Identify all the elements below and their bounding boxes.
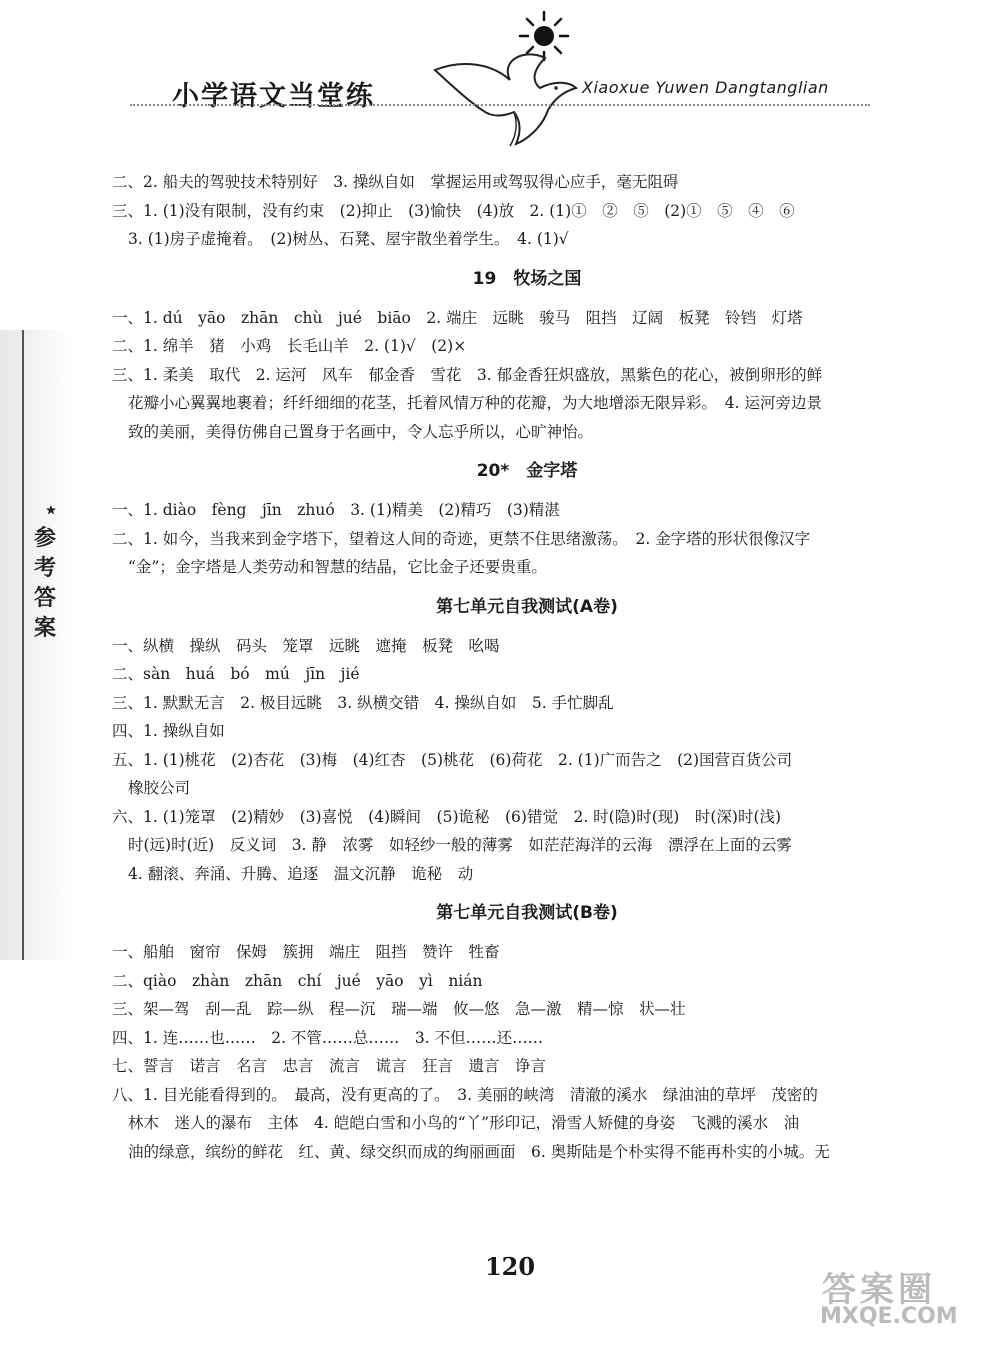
- answer-line: 二、sàn huá bó mú jīn jié: [112, 665, 360, 683]
- answer-line: 一、纵横 操纵 码头 笼罩 远眺 遮掩 板凳 吆喝: [112, 636, 500, 655]
- answer-line: 五、1. (1)桃花 (2)杏花 (3)梅 (4)红杏 (5)桃花 (6)荷花 2. (1)广而告之 (2)国营百货公司: [112, 750, 793, 769]
- answer-section: [112, 898, 942, 1166]
- section-heading: 20* 金字塔: [476, 461, 578, 481]
- answer-line: 三、架—驾 刮—乱 踪—纵 程—沉 瑞—端 攸—悠 急—激 精—惊 状—壮: [112, 1000, 686, 1018]
- sidebar-divider: [22, 330, 24, 960]
- answer-line: 一、1. dú yāo zhān chù jué biāo 2. 端庄 远眺 骏马 阻挡 辽阔 板凳 铃铛 灯塔: [112, 308, 803, 327]
- answer-line: 致的美丽，美得仿佛自己置身于名画中，令人忘乎所以，心旷神怡。: [128, 422, 594, 441]
- section-heading: 第七单元自我测试(B卷): [436, 903, 618, 923]
- answer-section: [112, 168, 942, 254]
- dove-icon: [430, 40, 580, 150]
- answer-content: [112, 168, 942, 1166]
- sidebar-shade: [0, 330, 70, 960]
- answer-line: 3. (1)房子虚掩着。 (2)树丛、石凳、屋宇散坐着学生。 4. (1)√: [128, 230, 569, 248]
- answer-section: [112, 456, 942, 582]
- book-title: 小学语文当堂练: [172, 81, 375, 112]
- answer-line: 二、qiào zhàn zhān chí jué yāo yì nián: [112, 971, 483, 990]
- answer-line: 一、1. diào fèng jīn zhuó 3. (1)精美 (2)精巧 (3)精湛: [112, 501, 560, 519]
- answer-line: 一、船舶 窗帘 保姆 簇拥 端庄 阻挡 赞许 牲畜: [112, 943, 500, 961]
- answer-line: “金”；金字塔是人类劳动和智慧的结晶，它比金子还要贵重。: [128, 558, 547, 576]
- book-title-pinyin: Xiaoxue Yuwen Dangtanglian: [582, 78, 829, 97]
- section-heading: 19 牧场之国: [472, 268, 582, 289]
- answer-line: 二、1. 如今，当我来到金字塔下，望着这人间的奇迹，更禁不住思绪激荡。 2. 金字塔的形状很像汉字: [112, 529, 811, 548]
- answer-line: 油的绿意，缤纷的鲜花 红、黄、绿交织而成的绚丽画面 6. 奥斯陆是个朴实得不能再朴实的小城。无: [128, 1142, 830, 1161]
- answer-key-label: 参考答案: [33, 526, 56, 641]
- answer-section: [112, 264, 942, 447]
- page-header: [0, 0, 1000, 160]
- answer-line: 四、1. 操纵自如: [112, 722, 225, 740]
- section-heading: 第七单元自我测试(A卷): [436, 596, 618, 617]
- header-divider: [130, 104, 870, 106]
- answer-line: 六、1. (1)笼罩 (2)精妙 (3)喜悦 (4)瞬间 (5)诡秘 (6)错觉 2. 时(隐)时(现) 时(深)时(浅): [112, 807, 782, 826]
- watermark-logo-cn: 答案圈: [822, 1270, 936, 1310]
- answer-section: [112, 592, 942, 889]
- page-number: 120: [484, 1252, 536, 1281]
- answer-line: 橡胶公司: [128, 779, 191, 797]
- sidebar-tab: [0, 330, 84, 960]
- answer-line: 三、1. 柔美 取代 2. 运河 风车 郁金香 雪花 3. 郁金香狂炽盛放，黑紫色的花心，被倒卵形的鲜: [112, 365, 823, 384]
- crescent-star-icon: [30, 496, 60, 522]
- watermark-logo-en: MXQE.COM: [820, 1304, 958, 1329]
- answer-line: 四、1. 连……也…… 2. 不管……总…… 3. 不但……还……: [112, 1028, 544, 1047]
- answer-line: 4. 翻滚、奔涌、升腾、追逐 温文沉静 诡秘 动: [128, 864, 474, 883]
- answer-line: 二、2. 船夫的驾驶技术特别好 3. 操纵自如 掌握运用或驾驭得心应手，毫无阻碍: [112, 173, 679, 191]
- answer-line: 三、1. 默默无言 2. 极目远眺 3. 纵横交错 4. 操纵自如 5. 手忙脚乱: [112, 693, 614, 712]
- answer-line: 八、1. 目光能看得到的。 最高，没有更高的了。 3. 美丽的峡湾 清澈的溪水 绿油油的草坪 茂密的: [112, 1085, 818, 1104]
- answer-line: 二、1. 绵羊 猪 小鸡 长毛山羊 2. (1)√ (2)×: [112, 337, 467, 355]
- answer-line: 林木 迷人的瀑布 主体 4. 皑皑白雪和小鸟的“丫”形印记，滑雪人矫健的身姿 飞溅的溪水 油: [128, 1114, 800, 1132]
- answer-line: 时(远)时(近) 反义词 3. 静 浓雾 如轻纱一般的薄雾 如茫茫海洋的云海 漂浮在上面的云雾: [128, 836, 792, 854]
- answer-line: 花瓣小心翼翼地裹着；纤纤细细的花茎，托着风情万种的花瓣，为大地增添无限异彩。 4. 运河旁边景: [128, 394, 822, 412]
- answer-line: 三、1. (1)没有限制，没有约束 (2)抑止 (3)愉快 (4)放 2. (1)① ② ⑤ (2)① ⑤ ④ ⑥: [112, 201, 795, 220]
- answer-line: 七、誓言 诺言 名言 忠言 流言 谎言 狂言 遗言 诤言: [112, 1057, 547, 1075]
